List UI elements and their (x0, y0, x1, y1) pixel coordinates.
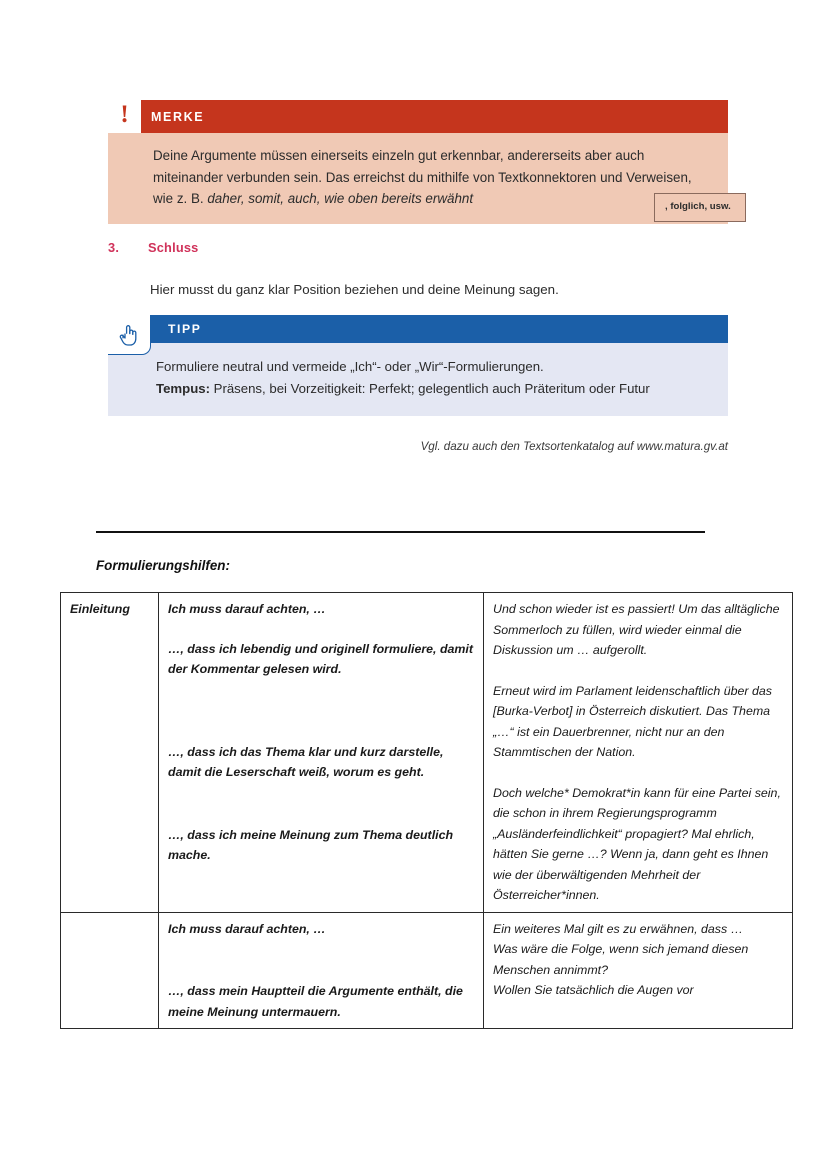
row-example-cell (484, 912, 793, 1029)
formulierungshilfen-heading: Formulierungshilfen: (96, 558, 230, 573)
exclamation-glyph: ! (120, 101, 129, 128)
merke-title: MERKE (151, 109, 205, 124)
merke-body-text: Deine Argumente müssen einerseits einzeln gut erkennbar, andererseits aber auch miteinander verbunden sein. Das erreichst du mithilfe von Textkonnektoren und Verweisen, wie z. B. (153, 148, 692, 206)
tipp-tempus-text: Präsens, bei Vorzeitigkeit: Perfekt; gelegentlich auch Präteritum oder Futur (209, 381, 650, 396)
example-text: Wollen Sie tatsächlich die Augen vor (493, 983, 694, 997)
cell-gap (168, 620, 475, 639)
section-title: Schluss (148, 240, 199, 255)
example-text: Doch welche* Demokrat*in kann für eine Partei sein, die schon in ihrem Regierungsprogramm „Ausländerfeindlichkeit“ propagiert? Mal ehrlich, hätten Sie gerne …? Wenn ja, dann geht es Ihnen wie der überwältigenden Mehrheit der Österreicher*innen. (493, 785, 781, 902)
merke-header (108, 100, 728, 133)
horizontal-divider (96, 531, 705, 533)
checklist-item: …, dass ich das Thema klar und kurz darstelle, damit die Leserschaft weiß, worum es geht. (168, 744, 444, 779)
example-text: Ein weiteres Mal gilt es zu erwähnen, dass … (493, 921, 743, 936)
formulierungshilfen-table (60, 592, 793, 1029)
checklist-item: …, dass ich meine Meinung zum Thema deutlich mache. (168, 827, 454, 862)
example-text: Was wäre die Folge, wenn sich jemand diesen Menschen annimmt? (493, 942, 749, 977)
merke-body (108, 133, 731, 224)
cell-gap (493, 763, 784, 783)
example-text: Erneut wird im Parlament leidenschaftlich über das [Burka-Verbot] in Österreich diskutiert. Das Thema „…“ ist ein Dauerbrenner, nicht nur an den Stammtischen der Nation. (493, 683, 772, 759)
table-row (61, 912, 793, 1029)
source-attribution: Vgl. dazu auch den Textsortenkatalog auf www.matura.gv.at (420, 440, 728, 453)
row-middle-cell (159, 593, 484, 913)
checklist-item: Ich muss darauf achten, … (168, 921, 326, 936)
row-middle-cell (159, 912, 484, 1029)
merke-callout (108, 100, 731, 224)
tipp-title: TIPP (168, 322, 202, 336)
cell-gap (168, 680, 475, 742)
pointing-hand-icon (108, 315, 151, 355)
tipp-line-1: Formuliere neutral und vermeide „Ich“- oder „Wir“-Formulierungen. (156, 359, 544, 374)
merke-body-italic: daher, somit, auch, wie oben bereits erwähnt (207, 191, 474, 206)
section-paragraph: Hier musst du ganz klar Position beziehen und deine Meinung sagen. (150, 282, 559, 297)
cell-gap (168, 939, 475, 981)
inserted-note-box[interactable]: , folglich, usw. (654, 193, 746, 222)
tipp-callout (108, 315, 728, 416)
tipp-body (108, 343, 728, 416)
row-example-cell (484, 593, 793, 913)
tipp-tempus-label: Tempus: (156, 381, 210, 396)
section-heading (108, 240, 198, 255)
cell-gap (493, 661, 784, 681)
row-label-einleitung: Einleitung (61, 593, 159, 913)
cell-gap (168, 783, 475, 825)
tipp-header (108, 315, 728, 343)
section-number: 3. (108, 240, 120, 255)
row-label-hauptteil (61, 912, 159, 1029)
checklist-item: …, dass ich lebendig und originell formuliere, damit der Kommentar gelesen wird. (168, 641, 473, 676)
example-text: Und schon wieder ist es passiert! Um das alltägliche Sommerloch zu füllen, wird wieder einmal die Diskussion um … aufgerollt. (493, 602, 780, 657)
checklist-item: Ich muss darauf achten, … (168, 602, 326, 616)
checklist-item: …, dass mein Hauptteil die Argumente enthält, die meine Meinung untermauern. (168, 984, 463, 1019)
tipp-line-2 (156, 378, 706, 400)
table-row (61, 593, 793, 913)
